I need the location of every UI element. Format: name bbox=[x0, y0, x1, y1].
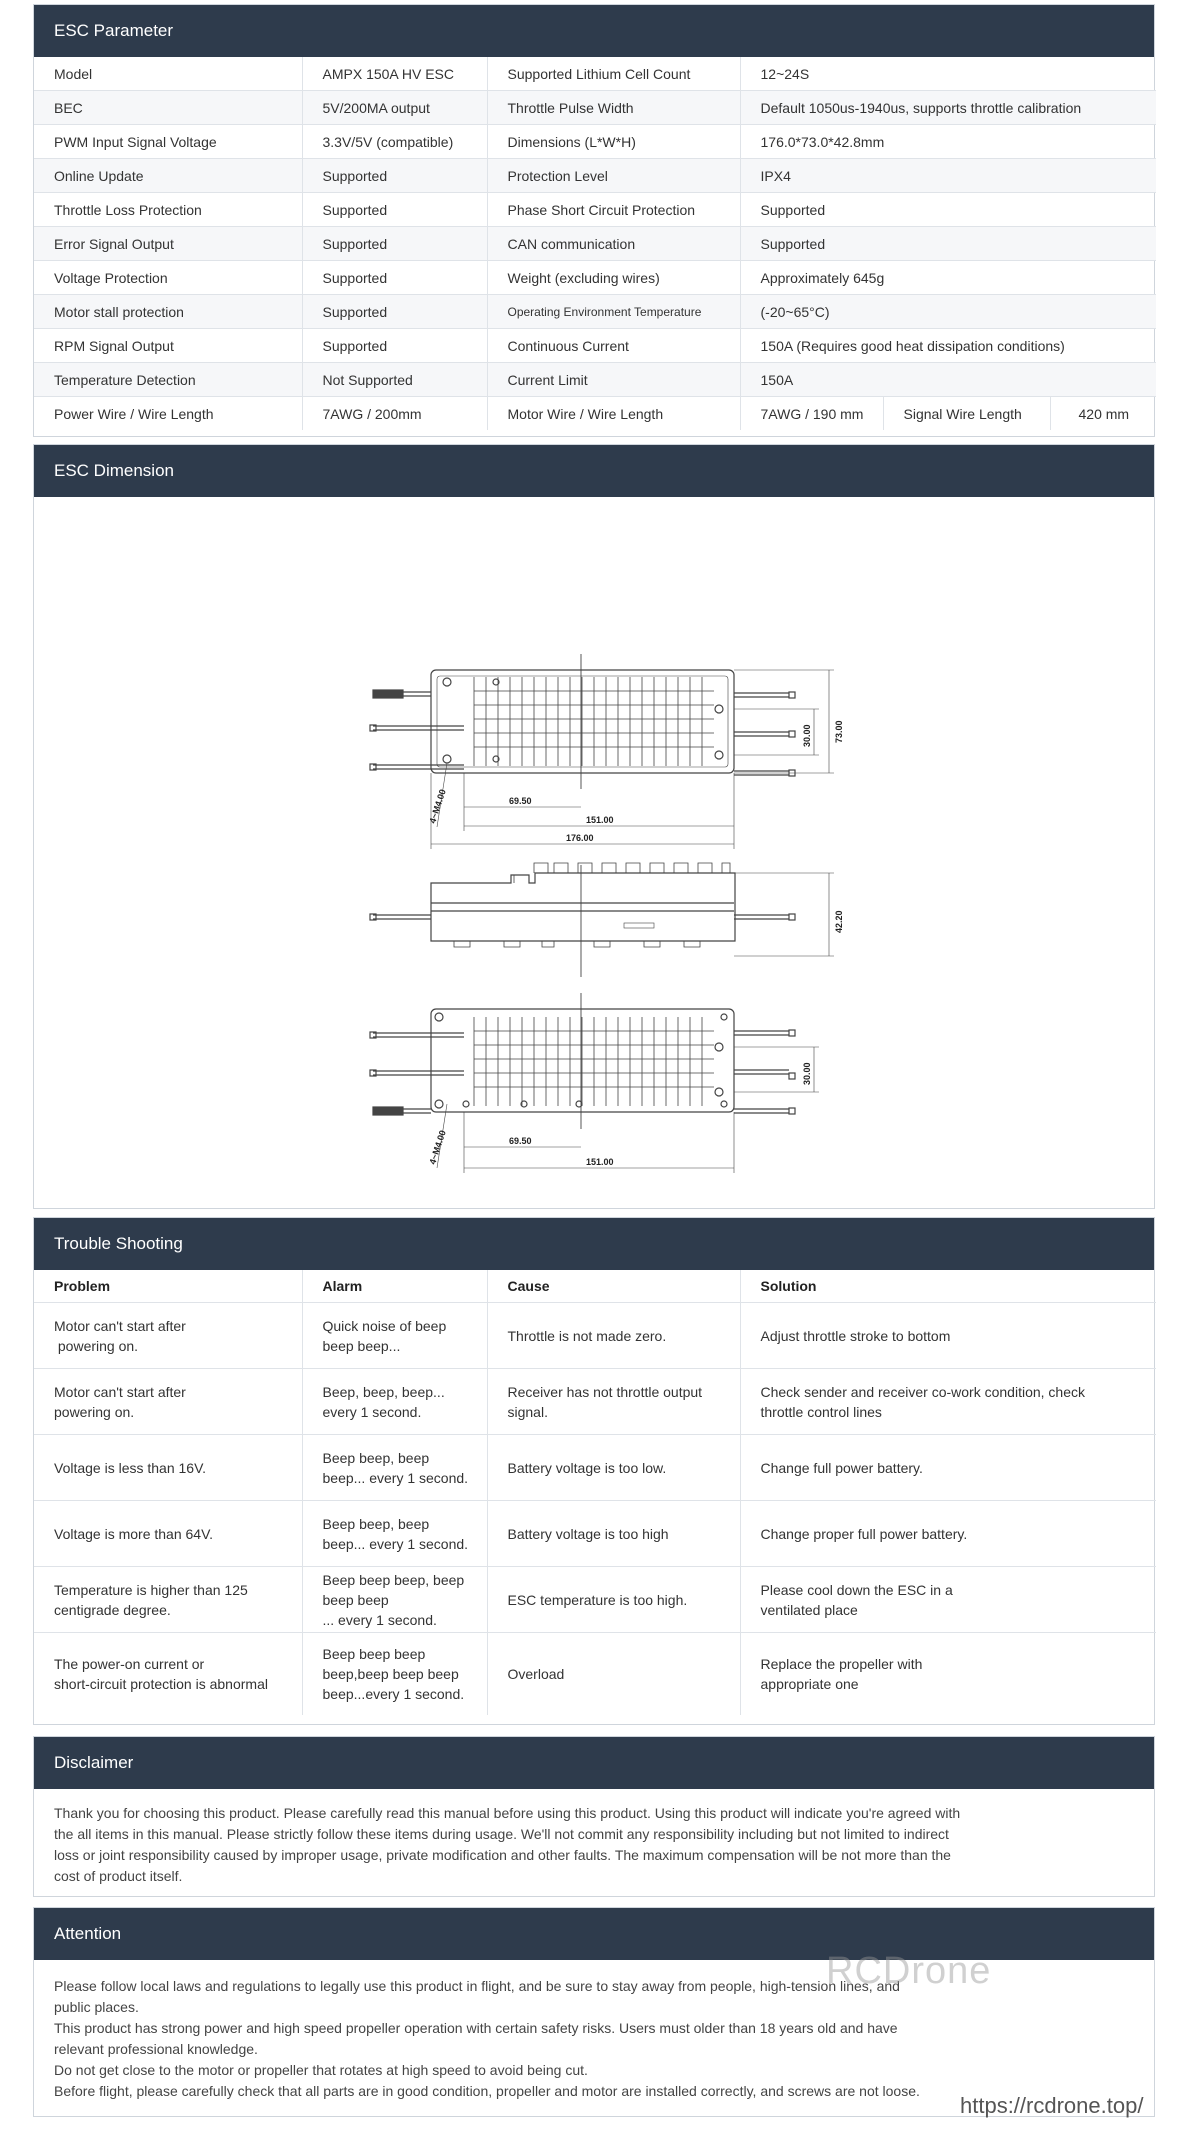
param-label: Dimensions (L*W*H) bbox=[487, 125, 740, 159]
cell-line: Overload bbox=[507, 1666, 565, 1682]
table-cell bbox=[302, 1633, 487, 1716]
text-line: cost of product itself. bbox=[54, 1868, 183, 1884]
table-cell bbox=[302, 1435, 487, 1501]
param-label: Voltage Protection bbox=[34, 261, 302, 295]
dim-42-20: 42.20 bbox=[834, 910, 844, 933]
cell-line: Motor can't start after bbox=[54, 1317, 186, 1334]
param-value: 7AWG / 190 mm bbox=[740, 397, 883, 431]
param-value: (-20~65°C) bbox=[740, 295, 1156, 329]
cell-line: Battery voltage is too low. bbox=[507, 1459, 667, 1476]
param-label: PWM Input Signal Voltage bbox=[34, 125, 302, 159]
text-line: public places. bbox=[54, 1999, 139, 2015]
table-cell bbox=[740, 1303, 1156, 1369]
text-line: loss or joint responsibility caused by improper usage, private modification and other faults. The maximum compensation will be not more than the bbox=[54, 1847, 951, 1863]
cell-line: Change proper full power battery. bbox=[760, 1525, 968, 1542]
param-value: Supported bbox=[740, 193, 1156, 227]
param-value: 420 mm bbox=[1078, 405, 1130, 422]
param-value: 3.3V/5V (compatible) bbox=[302, 125, 487, 159]
table-cell bbox=[34, 1369, 302, 1435]
param-value: Supported bbox=[302, 295, 487, 329]
table-cell bbox=[487, 1303, 740, 1369]
table-row bbox=[34, 1435, 1156, 1501]
cell-line: throttle control lines bbox=[760, 1403, 882, 1420]
table-cell bbox=[34, 1435, 302, 1501]
table-cell bbox=[302, 1567, 487, 1633]
param-value: Supported bbox=[740, 227, 1156, 261]
text-line: This product has strong power and high speed propeller operation with certain safety risks. Users must older than 18 years old and have bbox=[54, 2020, 898, 2036]
param-value: Supported bbox=[302, 193, 487, 227]
dim-30-bottom: 30.00 bbox=[802, 1062, 812, 1085]
cell-line: Beep, beep, beep... bbox=[322, 1383, 445, 1400]
param-label: Phase Short Circuit Protection bbox=[487, 193, 740, 227]
cell-line: Voltage is more than 64V. bbox=[54, 1525, 214, 1542]
table-cell bbox=[34, 1633, 302, 1716]
cell-line: Temperature is higher than 125 bbox=[54, 1581, 248, 1598]
disclaimer-section bbox=[33, 1736, 1155, 1897]
cell-line: beep...every 1 second. bbox=[322, 1686, 465, 1702]
param-label: Continuous Current bbox=[487, 329, 740, 363]
table-cell bbox=[34, 1303, 302, 1369]
table-row bbox=[34, 193, 1156, 227]
table-cell bbox=[740, 1369, 1156, 1435]
cell-line: Beep beep, beep bbox=[322, 1515, 430, 1532]
param-label: Motor stall protection bbox=[34, 295, 302, 329]
param-label: Model bbox=[34, 57, 302, 91]
table-row bbox=[34, 91, 1156, 125]
text-line: Please follow local laws and regulations to legally use this product in flight, and be sure to stay away from people, high-tension lines, and bbox=[54, 1978, 900, 1994]
param-label: Online Update bbox=[34, 159, 302, 193]
table-row bbox=[34, 227, 1156, 261]
table-row bbox=[34, 1369, 1156, 1435]
table-row bbox=[34, 1633, 1156, 1716]
cell-line: The power-on current or bbox=[54, 1656, 205, 1672]
table-cell bbox=[487, 1567, 740, 1633]
param-value: 12~24S bbox=[740, 57, 1156, 91]
cell-line: Please cool down the ESC in a bbox=[760, 1581, 953, 1598]
table-cell bbox=[740, 1435, 1156, 1501]
cell-line: ... every 1 second. bbox=[322, 1611, 437, 1628]
table-cell bbox=[302, 1501, 487, 1567]
table-row bbox=[34, 1303, 1156, 1369]
param-label: Protection Level bbox=[487, 159, 740, 193]
text-line: Do not get close to the motor or propeller that rotates at high speed to avoid being cut. bbox=[54, 2062, 588, 2078]
esc-parameter-section bbox=[33, 4, 1155, 437]
dim-73: 73.00 bbox=[834, 720, 844, 743]
param-value: Default 1050us-1940us, supports throttle calibration bbox=[740, 91, 1156, 125]
column-header: Solution bbox=[740, 1270, 1156, 1303]
table-cell bbox=[740, 1633, 1156, 1716]
param-value: 7AWG / 200mm bbox=[302, 397, 487, 431]
cell-line: centigrade degree. bbox=[54, 1601, 171, 1618]
cell-line: signal. bbox=[507, 1403, 548, 1420]
cell-line: short-circuit protection is abnormal bbox=[54, 1676, 268, 1692]
table-row bbox=[34, 57, 1156, 91]
section-title: Trouble Shooting bbox=[34, 1218, 1154, 1270]
cell-line: beep,beep beep beep bbox=[322, 1666, 459, 1682]
cell-line: appropriate one bbox=[760, 1676, 859, 1692]
text-line: the all items in this manual. Please strictly follow these items during usage. We'll not commit any responsibility including but not limited to indirect bbox=[54, 1826, 949, 1842]
cell-line: Quick noise of beep bbox=[322, 1317, 447, 1334]
table-cell bbox=[487, 1369, 740, 1435]
cell-line: Adjust throttle stroke to bottom bbox=[760, 1327, 951, 1344]
top-view-fins bbox=[474, 677, 714, 766]
param-value: Approximately 645g bbox=[740, 261, 1156, 295]
dim-m4-bottom: 4~M4.00 bbox=[427, 1128, 448, 1166]
table-cell bbox=[487, 1501, 740, 1567]
section-title: Attention bbox=[34, 1908, 1154, 1960]
cell-line: beep beep bbox=[322, 1591, 389, 1608]
table-row bbox=[34, 261, 1156, 295]
table-row bbox=[34, 125, 1156, 159]
table-cell bbox=[487, 1633, 740, 1716]
table-row bbox=[34, 397, 1156, 431]
esc-dimension-drawing bbox=[34, 497, 1154, 1208]
param-label: RPM Signal Output bbox=[34, 329, 302, 363]
param-label: Current Limit bbox=[487, 363, 740, 397]
trouble-table bbox=[34, 1270, 1156, 1715]
parameter-table-last-row bbox=[34, 396, 1156, 430]
cell-line: beep beep... bbox=[322, 1337, 401, 1354]
section-title: ESC Parameter bbox=[34, 5, 1154, 57]
dim-176: 176.00 bbox=[566, 833, 594, 843]
cell-line: ventilated place bbox=[760, 1601, 858, 1618]
table-row bbox=[34, 159, 1156, 193]
table-header-row bbox=[34, 1270, 1156, 1303]
section-title: Disclaimer bbox=[34, 1737, 1154, 1789]
param-label: Throttle Loss Protection bbox=[34, 193, 302, 227]
dim-69-50-bottom: 69.50 bbox=[509, 1136, 532, 1146]
param-label: Signal Wire Length bbox=[883, 397, 1050, 431]
table-cell bbox=[740, 1567, 1156, 1633]
table-cell bbox=[34, 1567, 302, 1633]
table-cell bbox=[487, 1435, 740, 1501]
table-row bbox=[34, 1567, 1156, 1633]
param-value: Supported bbox=[302, 261, 487, 295]
table-row bbox=[34, 1501, 1156, 1567]
table-row bbox=[34, 329, 1156, 363]
cell-line: Beep beep beep, beep bbox=[322, 1571, 465, 1588]
param-value: Supported bbox=[302, 159, 487, 193]
cell-line: powering on. bbox=[54, 1403, 135, 1420]
dim-151: 151.00 bbox=[586, 815, 614, 825]
cell-line: Throttle is not made zero. bbox=[507, 1327, 667, 1344]
param-label: Supported Lithium Cell Count bbox=[487, 57, 740, 91]
dim-151-bottom: 151.00 bbox=[586, 1157, 614, 1167]
side-view bbox=[370, 863, 834, 977]
table-cell bbox=[740, 1501, 1156, 1567]
param-label: Motor Wire / Wire Length bbox=[487, 397, 740, 431]
table-cell bbox=[34, 1501, 302, 1567]
brand-watermark: RCDrone bbox=[826, 1950, 992, 1992]
trouble-shooting-section bbox=[33, 1217, 1155, 1725]
cell-line: powering on. bbox=[54, 1337, 139, 1354]
cell-line: Receiver has not throttle output bbox=[507, 1383, 703, 1400]
esc-dimension-section bbox=[33, 444, 1155, 1209]
parameter-table bbox=[34, 57, 1156, 396]
param-value: 176.0*73.0*42.8mm bbox=[740, 125, 1156, 159]
param-label: BEC bbox=[34, 91, 302, 125]
cell-line: Beep beep, beep bbox=[322, 1449, 430, 1466]
cell-line: Voltage is less than 16V. bbox=[54, 1459, 207, 1476]
cell-line: Check sender and receiver co-work condition, check bbox=[760, 1383, 1085, 1400]
table-cell bbox=[302, 1303, 487, 1369]
param-label: Operating Environment Temperature bbox=[487, 295, 740, 329]
param-value: 150A bbox=[740, 363, 1156, 397]
param-value: Supported bbox=[302, 329, 487, 363]
cell-line: ESC temperature is too high. bbox=[507, 1591, 688, 1608]
dim-69-50: 69.50 bbox=[509, 796, 532, 806]
param-value: Supported bbox=[302, 227, 487, 261]
cell-line: every 1 second. bbox=[322, 1403, 422, 1420]
param-value: 5V/200MA output bbox=[302, 91, 487, 125]
cell-line: Beep beep beep bbox=[322, 1646, 426, 1662]
cell-line: Replace the propeller with bbox=[760, 1656, 923, 1672]
url-watermark: https://rcdrone.top/ bbox=[960, 2093, 1144, 2118]
param-label: Throttle Pulse Width bbox=[487, 91, 740, 125]
dim-m4: 4~M4.00 bbox=[427, 787, 448, 825]
cell-line: beep... every 1 second. bbox=[322, 1469, 469, 1486]
column-header: Cause bbox=[487, 1270, 740, 1303]
param-label: Power Wire / Wire Length bbox=[34, 397, 302, 431]
text-line: Thank you for choosing this product. Please carefully read this manual before using this product. Using this product will indicate you're agreed with bbox=[54, 1805, 961, 1821]
disclaimer-text bbox=[34, 1789, 1154, 1887]
param-label: CAN communication bbox=[487, 227, 740, 261]
column-header: Alarm bbox=[302, 1270, 487, 1303]
param-value: Not Supported bbox=[302, 363, 487, 397]
cell-line: Motor can't start after bbox=[54, 1383, 186, 1400]
attention-section bbox=[33, 1907, 1155, 2117]
dim-30: 30.00 bbox=[802, 724, 812, 747]
param-value: 150A (Requires good heat dissipation conditions) bbox=[740, 329, 1156, 363]
param-label: Temperature Detection bbox=[34, 363, 302, 397]
cell-line: Battery voltage is too high bbox=[507, 1525, 669, 1542]
table-cell bbox=[302, 1369, 487, 1435]
cell-line: beep... every 1 second. bbox=[322, 1535, 469, 1552]
param-label: Weight (excluding wires) bbox=[487, 261, 740, 295]
param-label: Error Signal Output bbox=[34, 227, 302, 261]
section-title: ESC Dimension bbox=[34, 445, 1154, 497]
table-row bbox=[34, 295, 1156, 329]
param-value: IPX4 bbox=[740, 159, 1156, 193]
table-row bbox=[34, 363, 1156, 397]
param-value: AMPX 150A HV ESC bbox=[302, 57, 487, 91]
cell-line: Change full power battery. bbox=[760, 1459, 923, 1476]
text-line: relevant professional knowledge. bbox=[54, 2041, 258, 2057]
text-line: Before flight, please carefully check that all parts are in good condition, propeller and motor are installed correctly, and screws are not loose. bbox=[54, 2083, 920, 2099]
column-header: Problem bbox=[34, 1270, 302, 1303]
